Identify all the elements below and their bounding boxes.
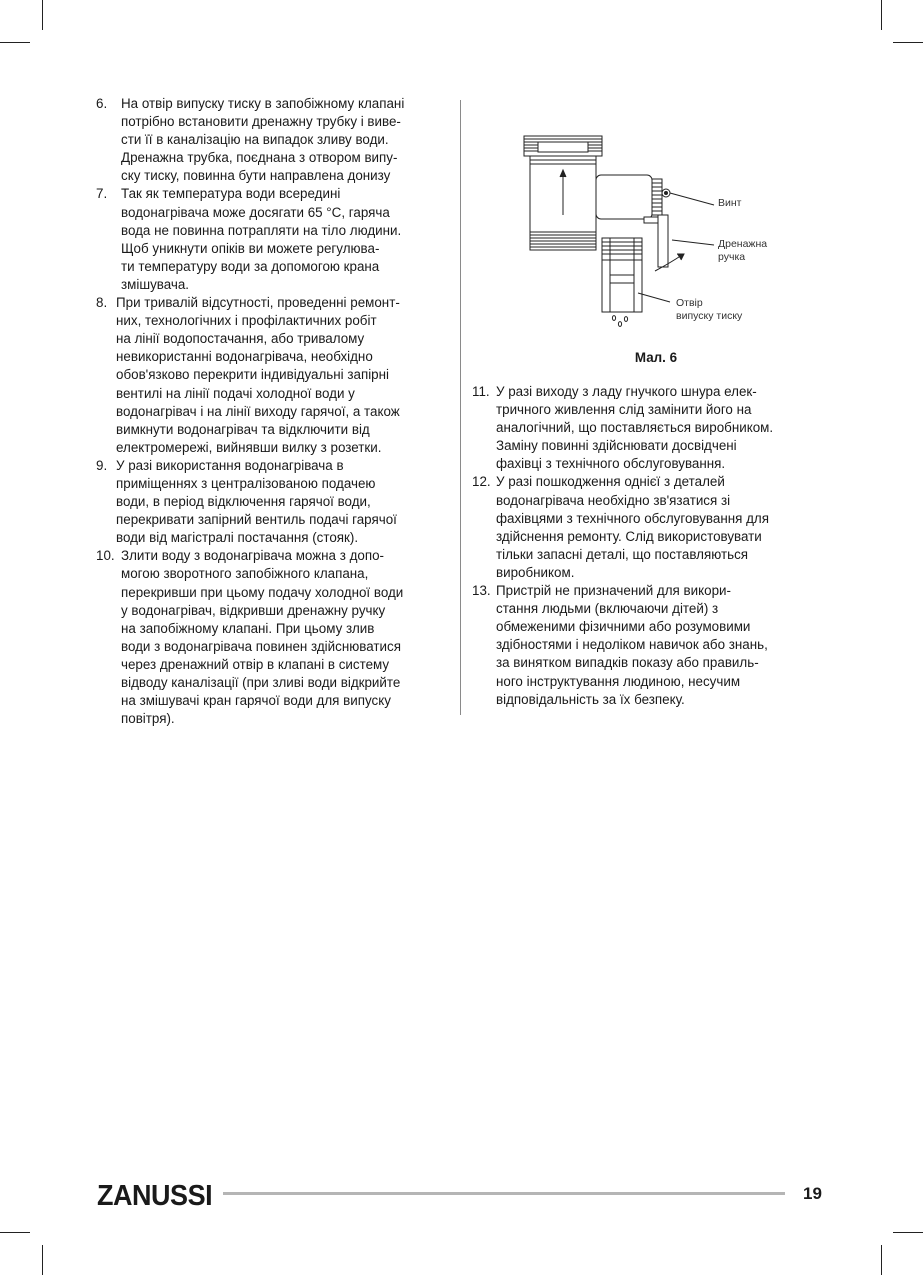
label-pressure-outlet: Отвір випуску тиску [676, 297, 743, 322]
item-text: При тривалій відсутності, проведенні ремонт- них, технологічних і профілактичних робіт на лінії водопостачання, або тривалому невикористанні водонагрівача, необхідно обов'язково перекрити індивідуальні запірні вентилі на лінії подачі холодної води у водонагрівач і на лінії виходу гарячої, а також вимкнути водонагрівач та відключити від електромережі, вийнявши вилку з розетки. [116, 295, 400, 455]
item-text: Злити воду з водонагрівача можна з допо- могою зворотного запобіжного клапана, перекривши при цьому подачу холодної води у водонагрівач, відкривши дренажну ручку на запобіжному клапані. При цьому злив води з водонагрівача повинен здійснюватися через дренажний отвір в клапані в систему відводу каналізації (при зливі води відкрийте на змішувачі кран гарячої води для випуску повітря). [121, 548, 404, 727]
list-item [96, 547, 452, 728]
list-item [472, 582, 817, 709]
list-item [96, 457, 452, 547]
list-item [472, 383, 817, 473]
column-divider [460, 100, 461, 715]
item-number: 9. [96, 457, 108, 473]
item-number: 8. [96, 295, 108, 311]
item-text: Пристрій не призначений для викори- стання людьми (включаючи дітей) з обмеженими фізичними або розумовими здібностями і недоліком навичок або знань, за винятком випадків показу або правиль- ного інструктування людиною, несучим відповідальність за їх безпеку. [496, 583, 768, 707]
crop-mark [42, 0, 43, 30]
item-number: 11. [472, 384, 490, 399]
item-number: 6. [96, 96, 108, 111]
list-item [96, 294, 452, 457]
item-text: У разі виходу з ладу гнучкого шнура елек- тричного живлення слід замінити його на аналогічний, що поставляється виробником. Заміну повинні здійснювати досвідчені фахівці з технічного обслуговування. [496, 384, 774, 472]
figure-caption: Мал. 6 [634, 350, 678, 365]
item-text: У разі пошкодження однієї з деталей водонагрівача необхідно зв'язатися зі фахівцями з технічного обслуговування для здійснення ремонту. Слід використовувати тільки запасні деталі, що поставляються виробником. [496, 474, 769, 580]
list-item [472, 473, 817, 582]
list-item [96, 95, 452, 185]
item-number: 7. [96, 186, 108, 202]
crop-mark [893, 42, 923, 43]
item-text: Так як температура води всередині водонагрівача може досягати 65 °C, гаряча вода не повинна потрапляти на тіло людини. Щоб уникнути опіків ви можете регулюва- ти температуру води за допомогою крана змішувача. [121, 186, 402, 292]
crop-mark [893, 1232, 923, 1233]
crop-mark [0, 1232, 30, 1233]
list-item [96, 185, 452, 294]
item-text: У разі використання водонагрівача в приміщеннях з централізованою подачею води, в період відключення гарячої води, перекривати запірний вентиль подачі гарячої води від магістралі постачання (стояк). [116, 457, 397, 546]
item-number: 10. [96, 548, 115, 564]
right-column [472, 383, 817, 709]
crop-mark [0, 42, 30, 43]
footer-rule [223, 1192, 785, 1195]
brand-logo: ZANUSSI [97, 1180, 213, 1212]
page-number: 19 [803, 1184, 822, 1203]
crop-mark [881, 1245, 882, 1275]
item-text: На отвір випуску тиску в запобіжному клапані потрібно встановити дренажну трубку і виве- сти її в каналізацію на випадок зливу води. Дренажна трубка, поєднана з отвором випу- ску тиску, повинна бути направлена донизу [121, 96, 405, 184]
label-drain-handle: Дренажна ручка [718, 238, 768, 263]
item-number: 12. [472, 474, 491, 490]
crop-mark [881, 0, 882, 30]
item-number: 13. [472, 583, 491, 599]
left-column [96, 95, 452, 728]
crop-mark [42, 1245, 43, 1275]
label-screw: Винт [718, 197, 742, 209]
